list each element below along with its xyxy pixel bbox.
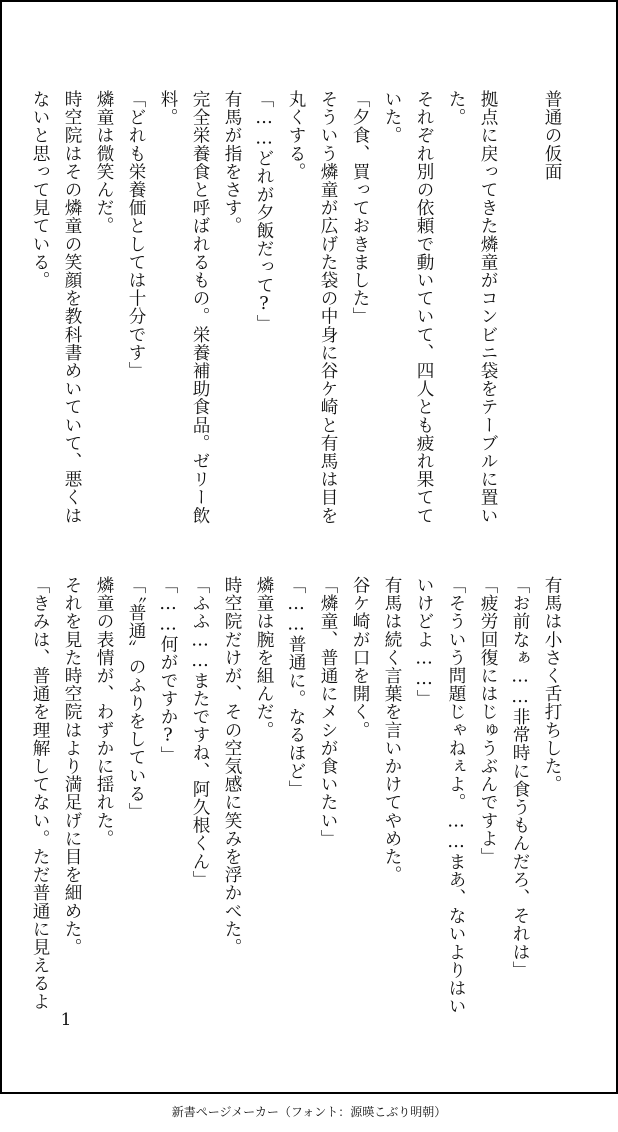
text-line: 有馬が指をさす。: [222, 90, 242, 235]
text-line: いけどよ……」: [414, 576, 434, 708]
text-line: 「ふふ……またですね、阿久根くん」: [190, 576, 210, 889]
text-line: いた。: [382, 90, 402, 145]
text-line: 「そういう問題じゃねぇよ。……まあ、ないよりはい: [446, 576, 466, 1016]
text-line: 「……どれが夕飯だって?」: [254, 90, 274, 333]
text-line: 完全栄養食と呼ばれるもの。栄養補助食品。ゼリー飲: [190, 90, 210, 525]
text-line: 有馬は小さく舌打ちした。: [542, 576, 562, 794]
text-line: 「きみは、普通を理解してない。ただ普通に見えるよ: [30, 576, 50, 1011]
text-line: 普通の仮面: [542, 90, 562, 181]
upper-text-column: [30, 90, 568, 525]
text-line: 「疲労回復にはじゅうぶんですよ」: [478, 576, 498, 866]
text-line: 「お前なぁ……非常時に食うもんだろ、それは」: [510, 576, 530, 979]
text-line: 「〝普通〟のふりをしている」: [126, 576, 146, 821]
text-line: 「どれも栄養価としては十分です」: [126, 90, 146, 380]
text-line: 「夕食、買っておきました」: [350, 90, 370, 326]
text-line: 時空院はその燐童の笑顔を教科書めいていて、悪くは: [62, 90, 82, 525]
text-line: [504, 90, 536, 520]
text-line: 時空院だけが、その空気感に笑みを浮かべた。: [222, 576, 242, 957]
text-line: それを見た時空院はより満足げに目を細めた。: [62, 576, 82, 957]
text-line: 燐童は微笑んだ。: [94, 90, 114, 235]
text-line: 丸くする。: [286, 90, 306, 181]
text-line: ないと思って見ている。: [30, 90, 50, 290]
lower-text-column: [30, 576, 568, 1016]
page-number: 1: [60, 1010, 72, 1030]
text-line: 「……普通に。なるほど」: [286, 576, 306, 798]
text-line: た。: [446, 90, 466, 127]
text-line: 料。: [158, 90, 178, 127]
text-line: 拠点に戻ってきた燐童がコンビニ袋をテーブルに置い: [478, 90, 498, 525]
text-line: 「燐童、普通にメシが食いたい」: [318, 576, 338, 848]
footer-credit: 新書ページメーカー（フォント：源暎こぶり明朝）: [171, 1105, 447, 1119]
text-line: 燐童は腕を組んだ。: [254, 576, 274, 739]
text-line: それぞれ別の依頼で動いていて、四人とも疲れ果てて: [414, 90, 434, 525]
text-line: 谷ケ崎が口を開く。: [350, 576, 370, 739]
text-line: 有馬は続く言葉を言いかけてやめた。: [382, 576, 402, 884]
text-line: 「……何がですか?」: [158, 576, 178, 765]
text-line: 燐童の表情が、わずかに揺れた。: [94, 576, 114, 848]
text-line: そういう燐童が広げた袋の中身に谷ケ崎と有馬は目を: [318, 90, 338, 525]
